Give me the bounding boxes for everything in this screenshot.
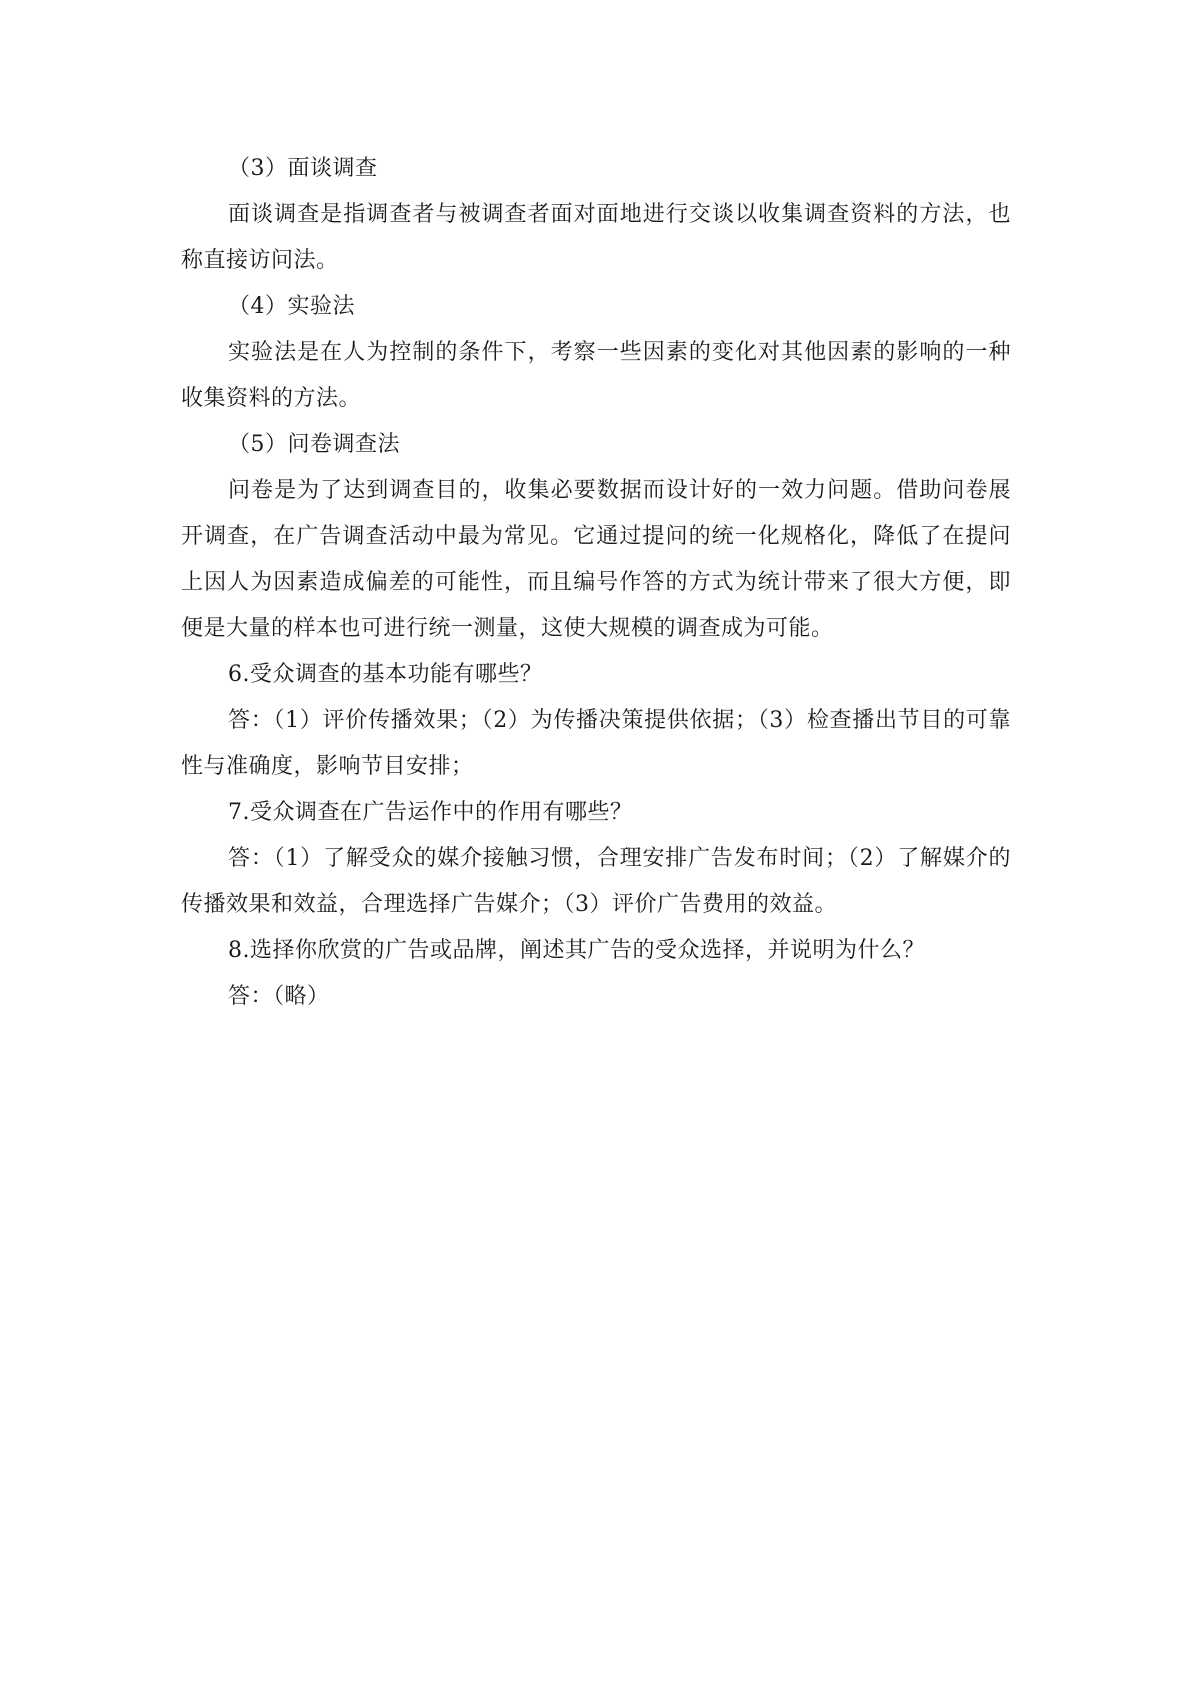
paragraph-questionnaire-method: 问卷是为了达到调查目的，收集必要数据而设计好的一效力问题。借助问卷展开调查，在广告调查活动中最为常见。它通过提问的统一化规格化，降低了在提问上因人为因素造成偏差的可能性，而且编号作答的方式为统计带来了很大方便，即便是大量的样本也可进行统一测量，这使大规模的调查成为可能。 <box>181 478 1011 641</box>
paragraph-interview-survey: 面谈调查是指调查者与被调查者面对面地进行交谈以收集调查资料的方法，也称直接访问法。 <box>181 202 1011 273</box>
question-6: 6.受众调查的基本功能有哪些？ <box>228 662 543 687</box>
section-heading-experiment-method: （4）实验法 <box>228 294 355 319</box>
document-body <box>181 146 1011 1020</box>
answer-8: 答：（略） <box>228 984 330 1009</box>
question-7: 7.受众调查在广告运作中的作用有哪些？ <box>228 800 633 825</box>
question-8: 8.选择你欣赏的广告或品牌，阐述其广告的受众选择，并说明为什么？ <box>228 938 925 963</box>
answer-6: 答：（1）评价传播效果；（2）为传播决策提供依据；（3）检查播出节目的可靠性与准确度，影响节目安排； <box>181 708 1011 779</box>
paragraph-experiment-method: 实验法是在人为控制的条件下，考察一些因素的变化对其他因素的影响的一种收集资料的方法。 <box>181 340 1011 411</box>
answer-7: 答：（1）了解受众的媒介接触习惯，合理安排广告发布时间；（2）了解媒介的传播效果和效益，合理选择广告媒介；（3）评价广告费用的效益。 <box>181 846 1011 917</box>
section-heading-interview-survey: （3）面谈调查 <box>228 156 378 181</box>
section-heading-questionnaire-method: （5）问卷调查法 <box>228 432 400 457</box>
